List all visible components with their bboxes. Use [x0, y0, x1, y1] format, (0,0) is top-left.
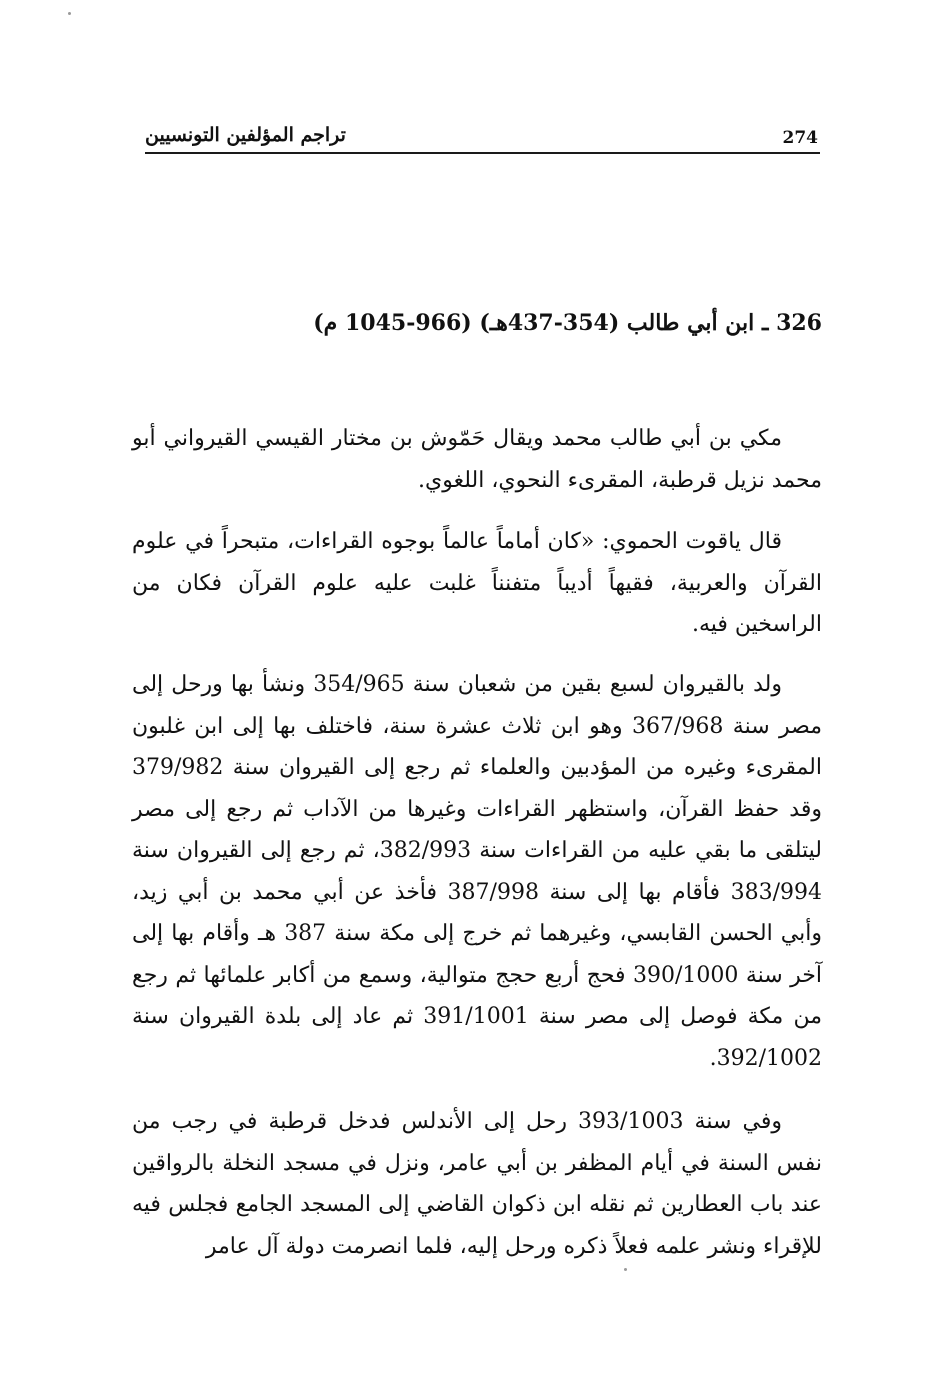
paragraph-text: ولد بالقيروان لسبع بقين من شعبان سنة 354/965 ونشأ بها ورحل إلى مصر سنة 367/968 وهو ابن ثلاث عشرة سنة، فاختلف بها إلى ابن غلبون المقرىء وغيره من المؤدبين والعلماء ثم رجع إلى القيروان سنة 379/982 وقد حفظ القرآن، واستظهر القراءات وغيرها من الآداب ثم رجع إلى مصر ليتلقى ما بقي عليه من القراءات سنة 382/993، ثم رجع إلى القيروان سنة 383/994 فأقام بها إلى سنة 387/998 فأخذ عن أبي محمد بن أبي زيد، وأبي الحسن القابسي، وغيرهما ثم خرج إلى مكة سنة 387 هـ وأقام بها إلى آخر سنة 390/1000 فحج أربع حجج متوالية، وسمع من أكابر علمائها ثم رجع من مكة فوصل إلى مصر سنة 391/1001 ثم عاد إلى بلدة القيروان سنة 392/1002. — [132, 672, 823, 1071]
page-number: 274 — [782, 128, 818, 148]
paragraph-text: قال ياقوت الحموي: «كان أماماً عالماً بوجوه القراءات، متبحراً في علوم القرآن والعربية، فقيهاً أديباً متفنناً غلبت عليه علوم القرآن فكان من الراسخين فيه. — [132, 529, 822, 637]
entry-heading: 326 ـ ابن أبي طالب (354-437هـ) (966-1045 م) — [313, 310, 822, 336]
paragraph-text: وفي سنة 393/1003 رحل إلى الأندلس فدخل قرطبة في رجب من نفس السنة في أيام المظفر بن أبي عامر، ونزل في مسجد النخلة بالرواقين عند باب العطارين ثم نقله ابن ذكوان القاضي إلى المسجد الجامع فجلس فيه للإقراء ونشر علمه فعلاً ذكره ورحل إليه، فلما انصرمت دولة آل عامر — [132, 1109, 822, 1259]
paragraph-biography — [132, 664, 822, 1079]
paragraph-yaqut-quote — [132, 521, 822, 646]
paragraph-name-lineage — [132, 418, 822, 501]
scan-speck — [624, 1268, 627, 1271]
running-title: تراجم المؤلفين التونسيين — [145, 124, 346, 146]
paragraph-andalus — [132, 1101, 822, 1267]
page-header — [145, 118, 820, 154]
scan-speck — [68, 12, 71, 15]
paragraph-text: مكي بن أبي طالب محمد ويقال حَمّوش بن مختار القيسي القيرواني أبو محمد نزيل قرطبة، المقرىء النحوي، اللغوي. — [132, 426, 822, 493]
